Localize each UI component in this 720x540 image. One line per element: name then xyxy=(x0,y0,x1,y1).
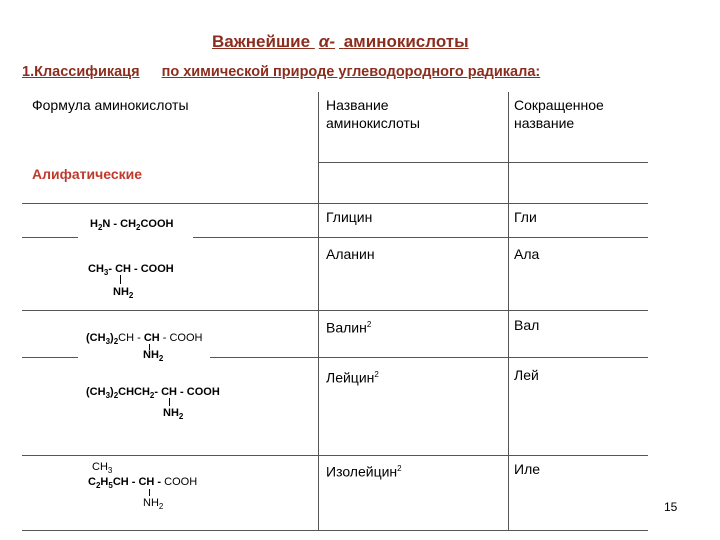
table-divider xyxy=(22,357,78,358)
table-divider xyxy=(22,203,648,204)
amino-acid-name: Глицин xyxy=(326,209,373,225)
formula-glycine: $H_2N$ - $CH_2COOH$ xyxy=(90,218,174,233)
table-divider xyxy=(22,237,78,238)
header-abbr: Сокращенное название xyxy=(514,97,604,131)
table-divider xyxy=(22,310,648,311)
header-formula: Формула аминокислоты xyxy=(32,97,189,113)
amino-acid-abbr: Вал xyxy=(514,317,540,333)
amino-acid-abbr: Иле xyxy=(514,461,541,477)
table-divider xyxy=(508,92,509,530)
amino-acid-name: Аланин xyxy=(326,246,375,262)
formula-leucine-nh2: $NH_2$ xyxy=(163,407,184,422)
title-alpha: α- xyxy=(318,32,335,51)
table-divider xyxy=(210,357,648,358)
formula-leucine: $(CH_3)_2CHCH_2-$ CH - COOH xyxy=(86,386,220,401)
formula-isoleucine-nh2: $NH_2$ xyxy=(143,497,164,512)
formula-isoleucine: $C_2H_5CH$ - CH - COOH xyxy=(88,476,198,491)
formula-bond xyxy=(149,489,150,496)
table-divider xyxy=(193,237,648,238)
amino-acid-abbr: Гли xyxy=(514,209,537,225)
subtitle-part2: по химической природе углеводородного радикала: xyxy=(161,64,541,80)
title-suffix: аминокислоты xyxy=(343,32,469,51)
formula-bond xyxy=(169,398,170,406)
page-number: 15 xyxy=(664,500,678,514)
amino-acid-name: Валин$^2$ xyxy=(326,319,372,336)
table-divider xyxy=(22,455,648,456)
amino-acid-name: Изолейцин$^2$ xyxy=(326,463,402,480)
formula-alanine-nh2: $NH_2$ xyxy=(113,286,134,301)
table-divider xyxy=(22,530,648,531)
category-label: Алифатические xyxy=(32,166,143,182)
formula-valine: $(CH_3)_2CH$ - CH - COOH xyxy=(86,332,203,347)
formula-alanine: $CH_3-$ CH - COOH xyxy=(88,263,174,278)
table-divider xyxy=(318,92,319,530)
amino-acid-name: Лейцин$^2$ xyxy=(326,369,379,386)
amino-acid-abbr: Ала xyxy=(514,246,540,262)
title-prefix: Важнейшие xyxy=(212,32,311,51)
formula-bond xyxy=(120,275,121,284)
amino-acid-abbr: Лей xyxy=(514,367,539,383)
formula-valine-nh2: $NH_2$ xyxy=(143,349,164,364)
page-title xyxy=(212,32,469,52)
formula-isoleucine-ch3: $CH_3$ xyxy=(92,461,113,476)
header-name: Название аминокислоты xyxy=(326,97,420,131)
section-subtitle xyxy=(22,64,540,80)
subtitle-part1: 1.Классификаця xyxy=(22,64,140,80)
table-divider xyxy=(318,162,648,163)
